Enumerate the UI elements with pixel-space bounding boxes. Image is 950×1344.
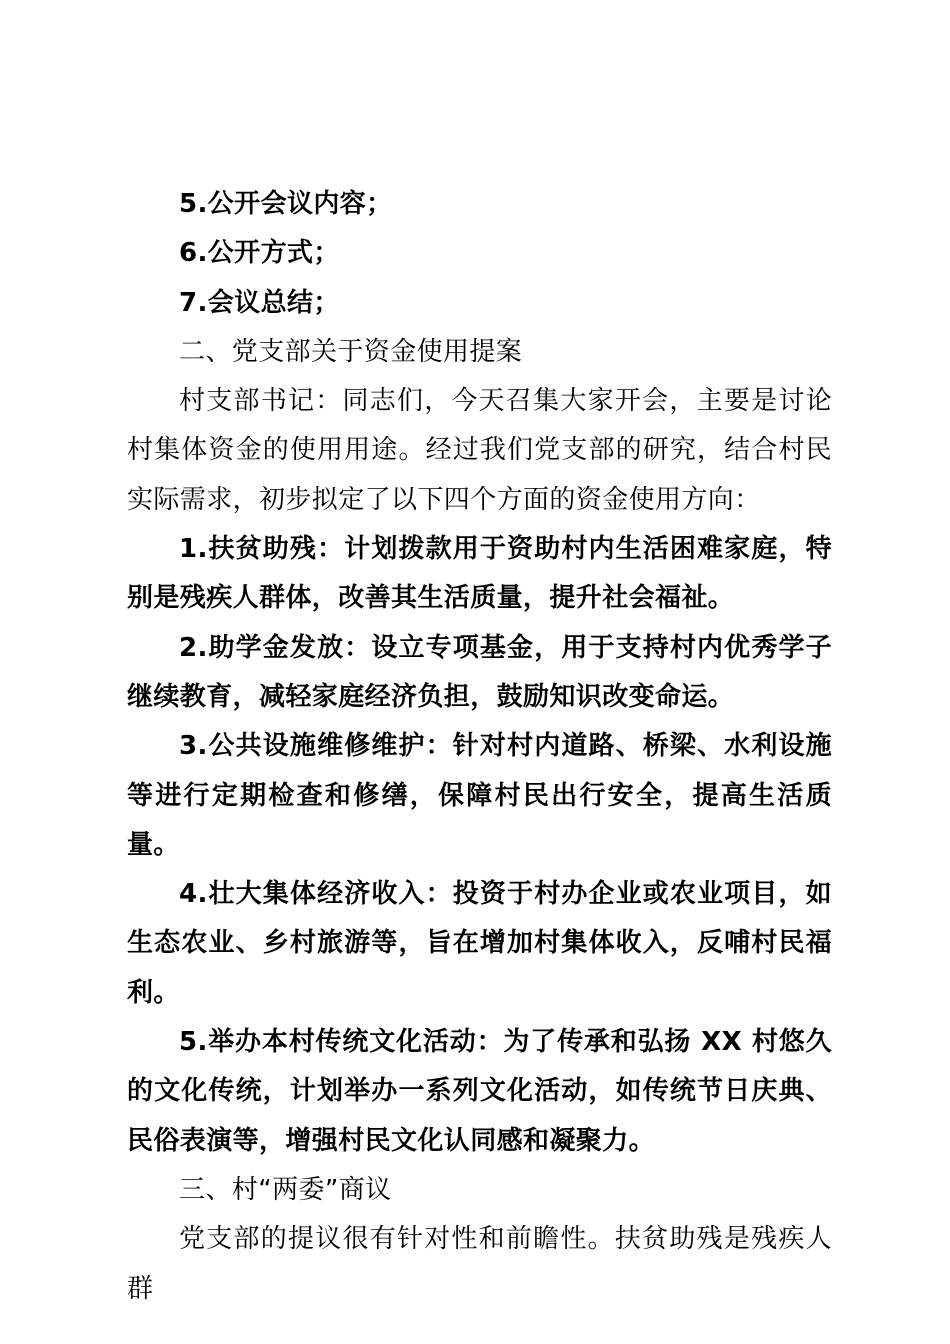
document-page: [127, 180, 832, 1314]
proposal-item-4: 4.壮大集体经济收入：投资于村办企业或农业项目，如生态农业、乡村旅游等，旨在增加村集体收入，反哺村民福利。: [127, 879, 832, 1008]
proposal-item-5: 5.举办本村传统文化活动：为了传承和弘扬 XX 村悠久的文化传统，计划举办一系列文化活动，如传统节日庆典、民俗表演等，增强村民文化认同感和凝聚力。: [127, 1027, 832, 1156]
paragraph-discussion: 党支部的提议很有针对性和前瞻性。扶贫助残是残疾人群: [127, 1224, 832, 1304]
section-heading-2: 二、党支部关于资金使用提案: [179, 336, 523, 367]
paragraph-secretary-speech: 村支部书记：同志们，今天召集大家开会，主要是讨论村集体资金的使用用途。经过我们党支部的研究，结合村民实际需求，初步拟定了以下四个方面的资金使用方向：: [127, 386, 832, 515]
list-item-7-meeting-summary: 7.会议总结；: [179, 287, 340, 318]
proposal-item-3: 3.公共设施维修维护：针对村内道路、桥梁、水利设施等进行定期检查和修缮，保障村民出行安全，提高生活质量。: [127, 731, 832, 860]
proposal-item-1: 1.扶贫助残：计划拨款用于资助村内生活困难家庭，特别是残疾人群体，改善其生活质量，提升社会福祉。: [127, 534, 832, 614]
list-item-6-publish-method: 6.公开方式；: [179, 238, 340, 269]
section-heading-3: 三、村“两委”商议: [179, 1174, 392, 1205]
list-item-5-publish-content: 5.公开会议内容；: [179, 189, 393, 219]
proposal-item-2: 2.助学金发放：设立专项基金，用于支持村内优秀学子继续教育，减轻家庭经济负担，鼓励知识改变命运。: [127, 632, 832, 712]
